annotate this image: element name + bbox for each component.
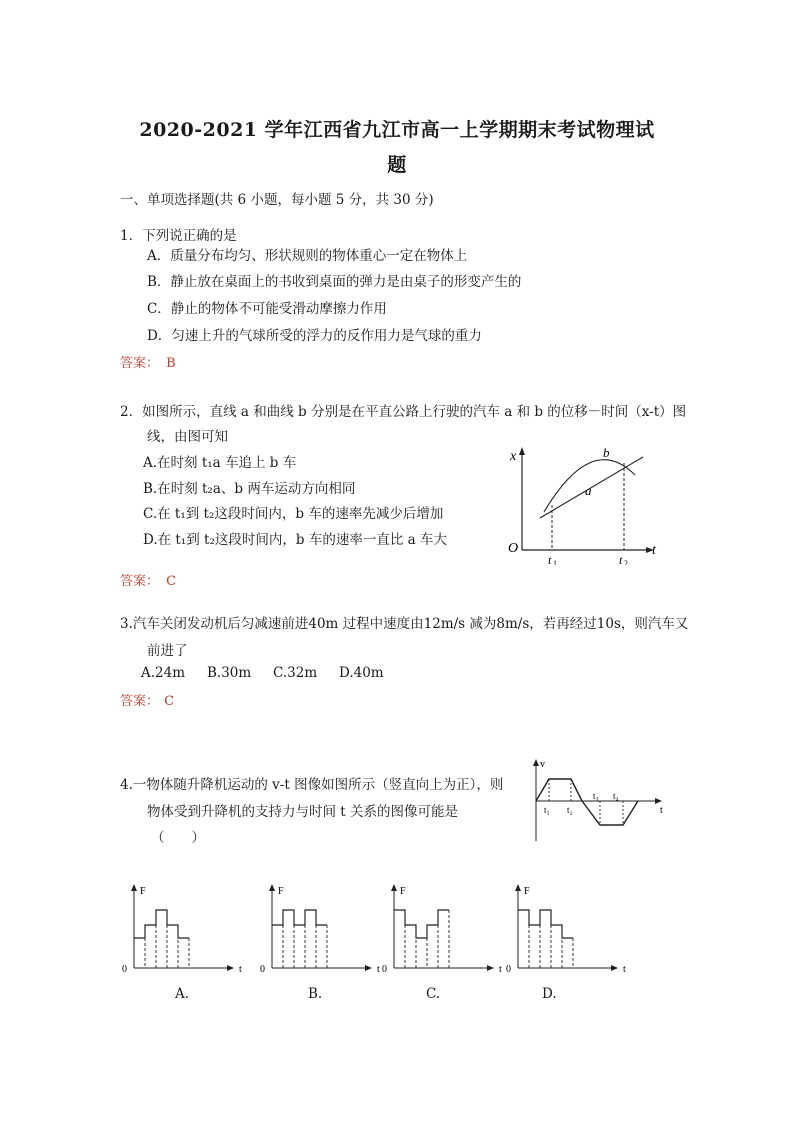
origin-label: 0	[382, 964, 387, 975]
t2-subscript: 2	[624, 559, 628, 565]
q3-option-a: A.24m	[141, 665, 186, 681]
q4-vt-graph	[520, 755, 670, 845]
q3-option-c: C.32m	[273, 665, 318, 681]
t4-label: t₄	[613, 791, 619, 801]
t-label: t	[377, 964, 380, 975]
t-axis-arrow-icon	[487, 965, 494, 971]
q1-answer-value: B	[166, 356, 176, 371]
section-heading: 一、单项选择题(共 6 小题，每小题 5 分，共 30 分)	[120, 192, 434, 208]
f-axis-arrow-icon	[391, 884, 397, 891]
f-axis-arrow-icon	[269, 884, 275, 891]
line-a	[540, 457, 643, 518]
f-label: F	[400, 886, 406, 897]
force-step-line	[394, 910, 449, 938]
q1-option-b: B．静止放在桌面上的书收到桌面的弹力是由桌子的形变产生的	[147, 274, 522, 290]
curve-a-label: a	[585, 483, 592, 498]
t-axis-arrow-icon	[655, 798, 662, 804]
q4-stem-line1: 4.一物体随升降机运动的 v-t 图像如图所示（竖直向上为正），则	[120, 777, 504, 793]
origin-label: 0	[260, 964, 265, 975]
choice-d-label: D.	[542, 986, 557, 1002]
q3-option-d: D.40m	[339, 665, 384, 681]
q2-option-d: D.在 t₁到 t₂这段时间内，b 车的速率一直比 a 车大	[143, 532, 447, 548]
t-label: t	[499, 964, 502, 975]
q3-answer	[120, 690, 174, 709]
t-axis-arrow-icon	[611, 965, 618, 971]
q2-answer-value: C	[166, 574, 177, 589]
answer-label: 答案：	[120, 694, 160, 709]
t1-subscript: 1	[553, 559, 557, 565]
choice-graph-a	[120, 878, 245, 978]
q3-stem-line1: 3.汽车关闭发动机后匀减速前进40m 过程中速度由12m/s 减为8m/s，若再经过10s，则汽车又	[120, 616, 689, 632]
answer-label: 答案：	[120, 356, 160, 371]
q2-stem-line2: 线，由图可知	[147, 429, 228, 445]
t-axis-arrow-icon	[365, 965, 372, 971]
origin-label: 0	[122, 964, 127, 975]
q2-option-a: A.在时刻 t₁a 车追上 b 车	[143, 455, 297, 471]
q2-answer	[120, 570, 176, 589]
q1-option-a: A．质量分布均匀、形状规则的物体重心一定在物体上	[147, 248, 468, 264]
force-step-line	[272, 910, 327, 925]
page-title-continued: 题	[387, 154, 407, 176]
choice-b-label: B.	[308, 986, 323, 1002]
force-step-line	[134, 910, 189, 938]
f-label: F	[278, 886, 284, 897]
answer-label: 答案：	[120, 574, 160, 589]
q2-option-b: B.在时刻 t₂a、b 两车运动方向相同	[143, 481, 356, 497]
origin-label: O	[508, 541, 519, 556]
t-label: t	[239, 964, 242, 975]
f-axis-arrow-icon	[515, 884, 521, 891]
t3-label: t₃	[593, 791, 599, 801]
q1-option-d: D．匀速上升的气球所受的浮力的反作用力是气球的重力	[147, 328, 482, 344]
t1-label: t₁	[544, 805, 550, 815]
choice-a-label: A.	[175, 986, 190, 1002]
f-label: F	[140, 886, 146, 897]
t-label: t	[623, 964, 626, 975]
q3-stem-line2: 前进了	[147, 643, 188, 659]
f-axis-arrow-icon	[131, 884, 137, 891]
page-title: 2020-2021 学年江西省九江市高一上学期期末考试物理试	[139, 119, 655, 141]
t-label: t	[652, 543, 656, 558]
f-label: F	[524, 886, 530, 897]
q1-answer	[120, 352, 176, 371]
vt-negative-segment	[582, 801, 638, 825]
force-step-line	[518, 910, 573, 938]
x-label: x	[510, 449, 517, 464]
q2-stem-line1: 2．如图所示，直线 a 和曲线 b 分别是在平直公路上行驶的汽车 a 和 b 的位移－时间（x-t）图	[120, 404, 687, 420]
v-label: v	[540, 759, 545, 770]
choice-graph-d	[504, 878, 629, 978]
q2-xt-graph	[500, 440, 670, 565]
q1-stem: 1．下列说正确的是	[120, 228, 237, 244]
t-axis-arrow-icon	[227, 965, 234, 971]
q3-option-b: B.30m	[207, 665, 252, 681]
q4-stem-line3: （ ）	[151, 830, 205, 846]
t1-label: t	[548, 553, 552, 565]
origin-label: 0	[506, 964, 511, 975]
t2-label: t	[619, 553, 623, 565]
vt-positive-segment	[536, 779, 582, 801]
curve-b-label: b	[603, 445, 610, 460]
choice-graph-b	[258, 878, 383, 978]
t2-label: t₂	[567, 805, 573, 815]
q2-option-c: C.在 t₁到 t₂这段时间内，b 车的速率先减少后增加	[143, 506, 444, 522]
choice-c-label: C.	[426, 986, 441, 1002]
q1-option-c: C．静止的物体不可能受滑动摩擦力作用	[147, 301, 387, 317]
choice-graph-c	[380, 878, 505, 978]
t-label: t	[660, 805, 663, 816]
q4-stem-line2: 物体受到升降机的支持力与时间 t 关系的图像可能是	[147, 804, 459, 820]
v-axis-arrow-icon	[533, 759, 539, 766]
q3-answer-value: C	[164, 694, 175, 709]
x-axis-arrow-icon	[519, 447, 525, 455]
